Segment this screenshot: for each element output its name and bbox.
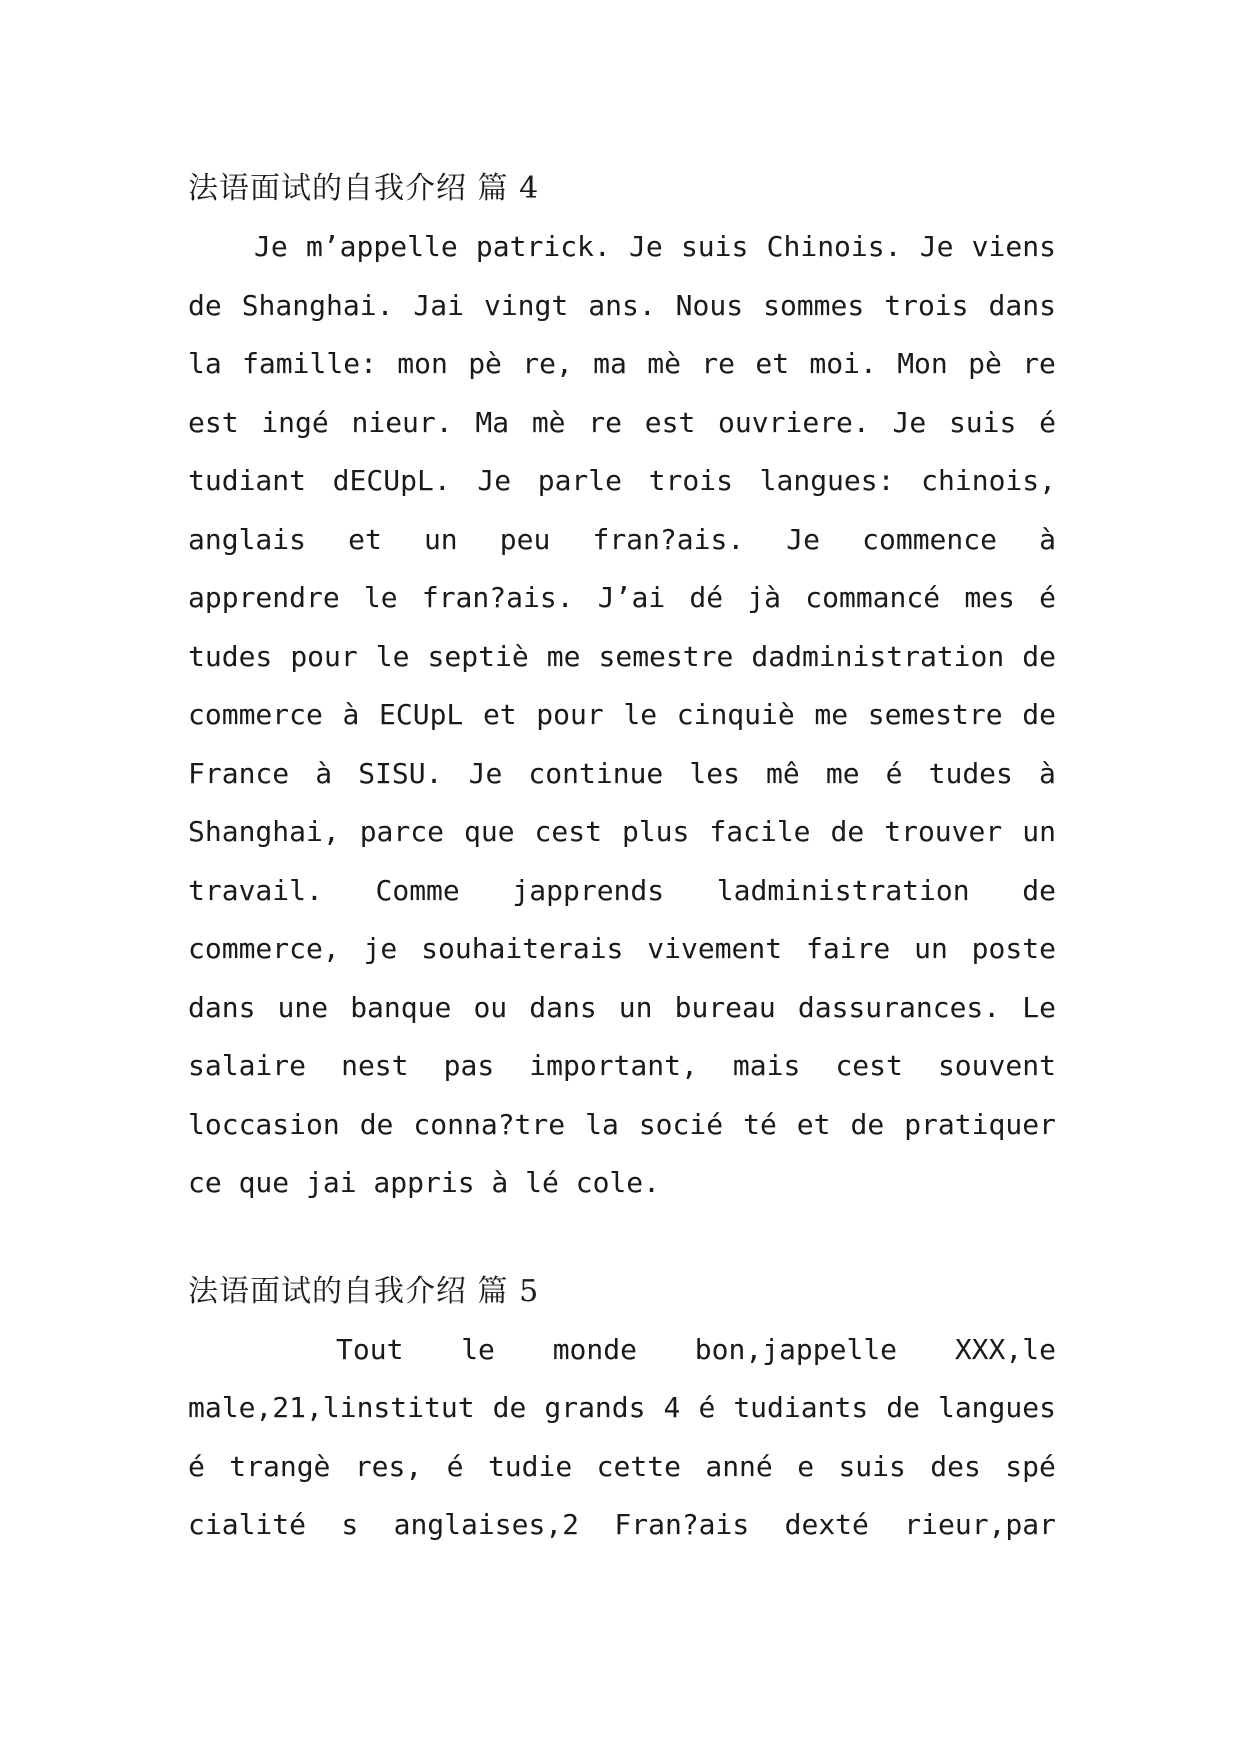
word: commerce, — [188, 932, 340, 965]
line-text — [188, 920, 1056, 979]
word: un — [423, 522, 458, 556]
word: re — [1022, 347, 1056, 380]
word: dadministration — [751, 639, 1005, 673]
word: travail. — [188, 873, 323, 907]
line-text — [188, 1496, 1056, 1555]
paragraph-line — [188, 569, 1056, 628]
word: pè — [468, 347, 502, 380]
word: Shanghai. — [241, 288, 394, 322]
word: trois — [884, 288, 969, 322]
word: chinois, — [921, 464, 1056, 497]
word: mê — [766, 756, 800, 790]
word: ans. — [588, 288, 656, 322]
paragraph-line — [188, 862, 1056, 921]
word: continue — [528, 756, 664, 790]
paragraph-line — [188, 686, 1056, 745]
word: nieur. — [351, 405, 453, 439]
word: me — [814, 698, 849, 731]
word: viens — [971, 230, 1056, 263]
line-text — [254, 218, 1056, 277]
word: un — [1022, 815, 1056, 848]
word: ladministration — [716, 873, 970, 907]
word: est — [644, 405, 696, 439]
word: et — [348, 522, 382, 556]
word: anglais — [188, 522, 307, 556]
word: sommes — [763, 288, 865, 322]
line-text: ce que jai appris à lé cole. — [188, 1166, 661, 1199]
word: parce — [359, 815, 444, 848]
line-text — [188, 1379, 1056, 1438]
word: souvent — [937, 1049, 1056, 1082]
word: Comme — [375, 873, 460, 907]
line-text — [188, 1096, 1056, 1155]
word: trois — [648, 464, 733, 497]
word: vivement — [647, 932, 783, 965]
word: trouver — [884, 815, 1003, 848]
word: ouvriere. — [718, 405, 870, 439]
word: cette — [596, 1449, 681, 1483]
word: XXX,le — [954, 1332, 1056, 1366]
word: J’ai — [597, 581, 666, 614]
line-text — [188, 452, 1056, 511]
word: res, — [354, 1449, 423, 1483]
word: re — [588, 405, 622, 439]
word: s — [341, 1508, 359, 1541]
word: une — [277, 990, 329, 1024]
word: langues: — [759, 464, 895, 497]
word: je — [363, 932, 398, 965]
word: tudiants — [733, 1391, 869, 1424]
word: mè — [531, 405, 566, 439]
word: é — [1039, 405, 1056, 439]
line-text — [188, 394, 1056, 453]
word: et — [796, 1107, 831, 1141]
word: re — [701, 347, 736, 380]
line-text — [188, 335, 1056, 394]
word: à — [342, 698, 360, 731]
paragraph-line — [188, 1321, 1056, 1380]
word: moi. — [809, 347, 877, 380]
word: cinquiè — [676, 698, 795, 731]
line-text — [188, 511, 1056, 570]
word: le — [623, 698, 658, 731]
line-text — [188, 1037, 1056, 1096]
word: ECUpL — [379, 698, 464, 731]
word: pratiquer — [904, 1107, 1056, 1141]
word: langues — [937, 1391, 1056, 1424]
word: mon — [397, 347, 448, 380]
word: tudie — [487, 1449, 573, 1483]
word: tudiant — [188, 464, 307, 497]
word: 4 — [663, 1391, 681, 1424]
word: famille: — [242, 347, 377, 380]
word: me — [825, 756, 860, 790]
word: Tout — [336, 1332, 404, 1366]
word: trangè — [229, 1449, 331, 1483]
paragraph-line — [188, 979, 1056, 1038]
word: plus — [621, 815, 690, 848]
word: les — [689, 756, 740, 790]
word: é — [188, 1449, 205, 1483]
word: e — [797, 1449, 815, 1483]
word: suis — [838, 1449, 906, 1483]
word: é — [698, 1391, 716, 1424]
word: ingé — [261, 405, 329, 439]
word: de — [1022, 639, 1056, 673]
word: Je — [254, 230, 288, 263]
paragraph-line — [188, 1037, 1056, 1096]
word: de — [886, 1391, 920, 1424]
word: tudes — [188, 639, 273, 673]
word: té — [743, 1107, 777, 1141]
section-spacer — [188, 1213, 1056, 1263]
word: fran?ais. — [421, 581, 574, 614]
word: commence — [862, 522, 997, 556]
word: de — [830, 815, 865, 848]
word: cialité — [188, 1508, 307, 1541]
word: souhaiterais — [421, 932, 624, 965]
word: de — [850, 1107, 885, 1141]
word: Le — [1022, 990, 1056, 1024]
paragraph-line — [188, 335, 1056, 394]
word: socié — [638, 1107, 724, 1141]
word: France — [188, 756, 290, 790]
word: à — [315, 756, 333, 790]
word: Shanghai, — [188, 815, 340, 848]
word: à — [1039, 522, 1056, 556]
word: male,21,linstitut — [188, 1391, 475, 1424]
paragraph-line — [188, 745, 1056, 804]
line-text — [188, 277, 1056, 336]
word: de — [188, 288, 222, 322]
word: le — [461, 1332, 495, 1366]
word: tudes — [928, 756, 1013, 790]
word: loccasion — [188, 1107, 340, 1141]
word: de — [1022, 698, 1056, 731]
word: faire — [805, 932, 891, 965]
word: Je — [629, 230, 663, 263]
word: bureau — [674, 990, 776, 1024]
word: vingt — [483, 288, 569, 322]
word: Jai — [413, 288, 464, 322]
paragraph-line — [188, 1438, 1056, 1497]
word: de — [359, 1107, 394, 1141]
paragraph-line — [188, 920, 1056, 979]
word: mes — [964, 581, 1015, 614]
word: anglaises,2 — [393, 1508, 580, 1541]
word: de — [492, 1391, 527, 1424]
paragraph-line — [188, 277, 1056, 336]
word: re, — [522, 347, 573, 380]
word: Chinois. — [766, 230, 902, 263]
word: des — [930, 1449, 981, 1483]
line-text — [188, 803, 1056, 862]
paragraph-line — [188, 1154, 1056, 1213]
word: fran?ais. — [592, 522, 745, 556]
word: commancé — [805, 581, 941, 614]
word: Je — [477, 464, 512, 497]
word: le — [363, 581, 398, 614]
word: m’appelle — [305, 230, 458, 263]
word: peu — [499, 522, 551, 556]
word: dans — [988, 288, 1056, 322]
word: pour — [290, 639, 358, 673]
word: conna?tre — [413, 1107, 566, 1141]
word: nest — [341, 1049, 409, 1082]
word: Je — [786, 522, 821, 556]
word: un — [914, 932, 948, 965]
paragraph-line — [188, 628, 1056, 687]
word: facile — [709, 815, 811, 848]
word: SISU. — [358, 756, 443, 790]
word: et — [755, 347, 790, 380]
word: rieur,par — [904, 1508, 1056, 1541]
word: me — [546, 639, 581, 673]
word: septiè — [427, 639, 529, 673]
word: suis — [680, 230, 749, 263]
word: anné — [705, 1449, 773, 1483]
word: le — [375, 639, 410, 673]
word: de — [1022, 873, 1056, 907]
word: pas — [443, 1049, 495, 1082]
word: Ma — [475, 405, 510, 439]
document-content — [188, 160, 1056, 1555]
line-text — [188, 745, 1056, 804]
line-text — [188, 1438, 1056, 1497]
paragraph-line — [188, 218, 1056, 277]
word: mais — [732, 1049, 801, 1082]
word: patrick. — [475, 230, 611, 263]
word: que — [463, 815, 515, 848]
word: poste — [971, 932, 1056, 965]
word: commerce — [188, 698, 323, 731]
word: cest — [835, 1049, 903, 1082]
word: ma — [593, 347, 627, 380]
word: dans — [188, 990, 256, 1024]
word: et — [482, 698, 517, 731]
word: pour — [536, 698, 604, 731]
word: dECUpL. — [332, 464, 451, 497]
word: la — [188, 347, 222, 380]
word: Je — [468, 756, 503, 790]
word: grands — [544, 1391, 646, 1424]
word: Je — [892, 405, 927, 439]
paragraph-line — [188, 511, 1056, 570]
word: la — [585, 1107, 619, 1141]
line-text — [188, 979, 1056, 1038]
word: é — [446, 1449, 464, 1483]
paragraph-line — [188, 1096, 1056, 1155]
paragraph-line — [188, 1496, 1056, 1555]
line-text — [188, 628, 1056, 687]
word: important, — [529, 1049, 698, 1082]
word: banque — [350, 990, 452, 1024]
paragraph-line — [188, 394, 1056, 453]
word: pè — [968, 347, 1002, 380]
line-text — [188, 862, 1056, 921]
word: apprendre — [188, 581, 340, 614]
paragraph-line — [188, 452, 1056, 511]
word: semestre — [867, 698, 1003, 731]
paragraph-line — [188, 803, 1056, 862]
paragraph-line — [188, 1379, 1056, 1438]
word: monde — [552, 1332, 637, 1366]
word: dexté — [784, 1508, 869, 1541]
word: bon,jappelle — [694, 1332, 898, 1366]
word: é — [1039, 581, 1056, 614]
word: mè — [647, 347, 681, 380]
word: spé — [1005, 1449, 1056, 1483]
word: est — [188, 405, 239, 439]
word: Mon — [897, 347, 948, 380]
word: dé — [689, 581, 724, 614]
word: un — [618, 990, 653, 1024]
word: suis — [948, 405, 1017, 439]
word: Nous — [675, 288, 744, 322]
line-text — [188, 686, 1056, 745]
word: Je — [919, 230, 954, 263]
word: dans — [529, 990, 597, 1024]
word: jà — [747, 581, 782, 614]
line-text — [336, 1321, 1056, 1380]
word: salaire — [188, 1049, 307, 1082]
word: cest — [534, 815, 602, 848]
word: semestre — [598, 639, 734, 673]
word: ou — [473, 990, 508, 1024]
section-heading-5: 法语面试的自我介绍 篇 5 — [188, 1273, 540, 1309]
word: é — [885, 756, 903, 790]
word: dassurances. — [797, 990, 1001, 1024]
line-text — [188, 569, 1056, 628]
word: parle — [537, 464, 623, 497]
word: à — [1039, 756, 1056, 790]
section-heading-4: 法语面试的自我介绍 篇 4 — [188, 171, 540, 206]
word: japprends — [512, 873, 665, 907]
word: Fran?ais — [614, 1508, 750, 1541]
